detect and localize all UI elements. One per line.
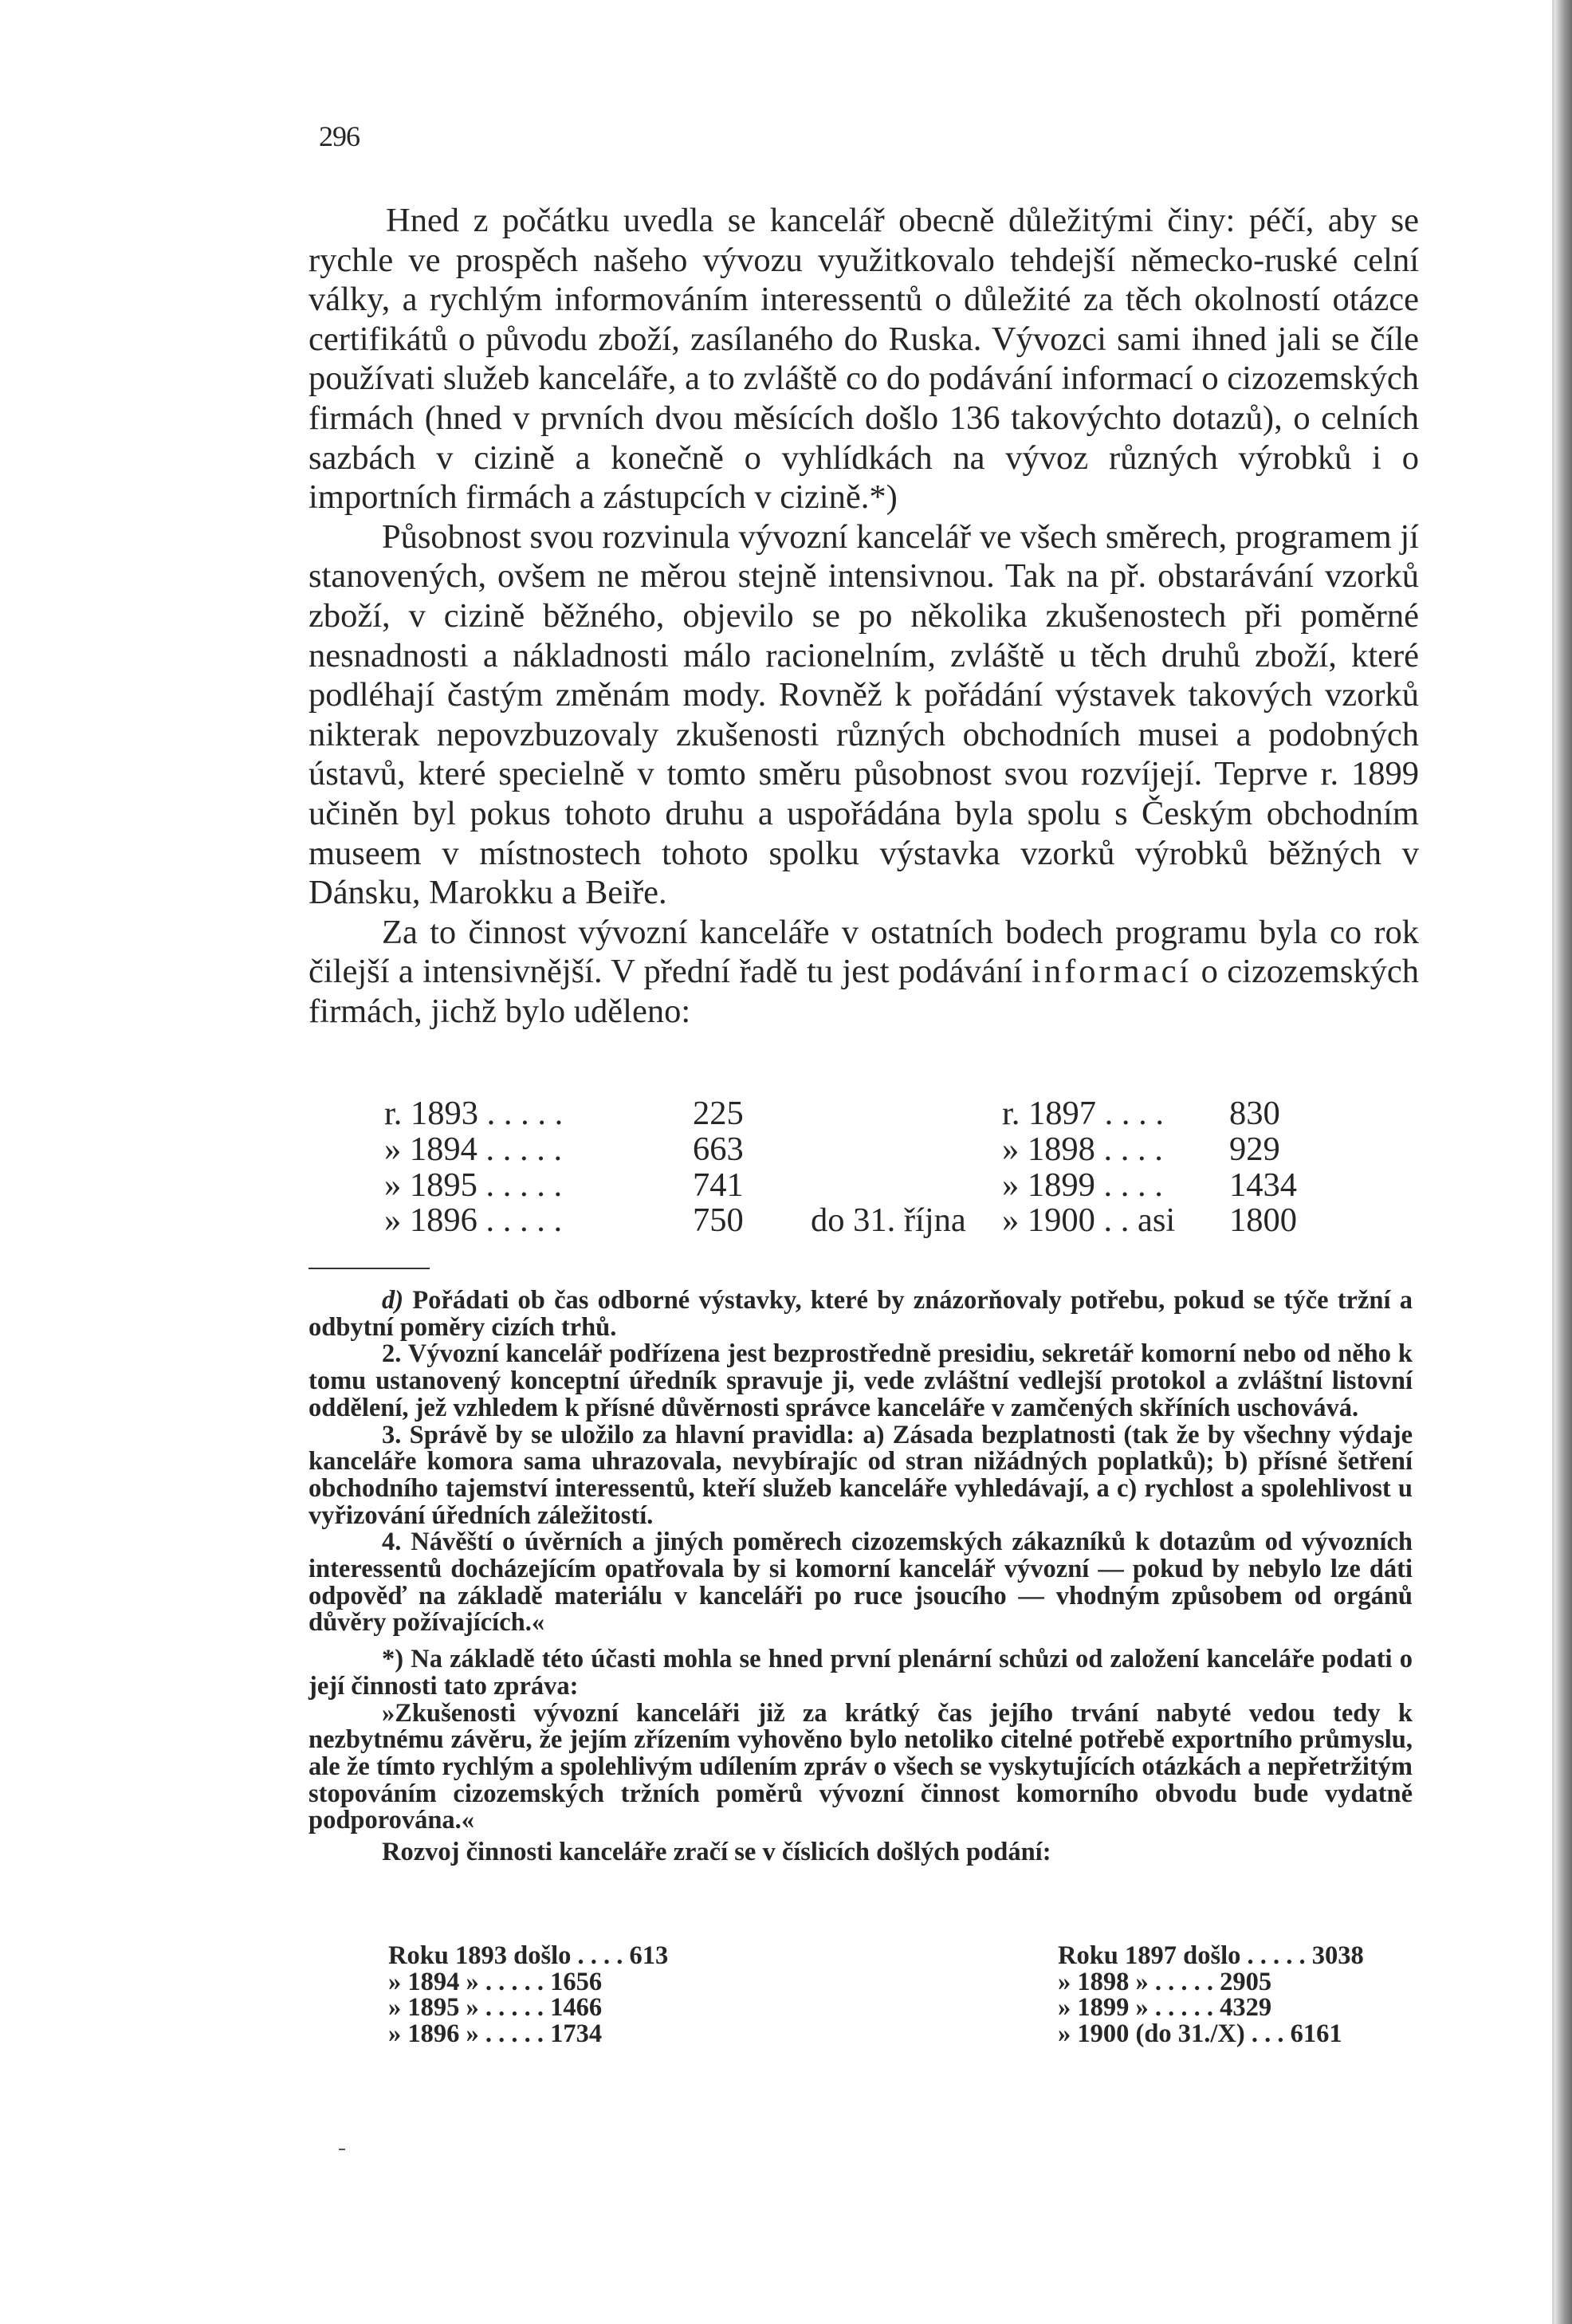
stat-left-value: 741	[693, 1166, 744, 1204]
footnote-d	[309, 1288, 1413, 1341]
dev-right: » 1899 » . . . . . 4329	[1058, 1993, 1272, 2023]
main-text	[309, 201, 1419, 1031]
asterisk-note: *) Na základě této účasti mohla se hned první plenární schůzi od založení kanceláře podati o její činnosti tato zpráva:	[309, 1645, 1413, 1701]
table-row	[309, 1168, 1409, 1204]
stat-right-label: » 1900 . . asi	[1002, 1201, 1176, 1240]
paragraph-3-after: o cizozemských firmách, jichž bylo uděleno:	[309, 953, 1419, 1030]
stat-left-label: r. 1893 . . . . .	[384, 1095, 564, 1132]
table-row	[309, 1943, 1409, 1969]
paragraph-2: Působnost svou rozvinula vývozní kancelář ve všech směrech, programem jí stanovených, ovšem ne měrou stejně intensivnou. Tak na př. obstarávání vzorků zboží, v cizině běžného, objevilo se po několika zkušenostech při poměrné nesnadnosti a nákladnosti málo racionelním, zvláště u těch druhů zboží, které podléhají častým změnám mody. Rovněž k pořádání výstavek takových vzorků nikterak nepovzbuzovaly zkušenosti různých obchodních musei a podobných ústavů, které specielně v tomto směru působnost svou rozvíjejí. Teprve r. 1899 učiněn byl pokus tohoto druhu a uspořádána byla spolu s Českým obchodním museem v místnostech tohoto spolku výstavka vzorků výrobků běžných v Dánsku, Marokku a Beiře.	[309, 517, 1419, 912]
stat-right-label: » 1899 . . . .	[1002, 1166, 1163, 1204]
paragraph-3-emphasis: informací	[1032, 953, 1193, 991]
stat-left-value: 750	[693, 1201, 744, 1240]
report-quote: »Zkušenosti vývozní kanceláři již za krátký čas jejího trvání nabyté vedou tedy k nezbytnému závěru, že jejím zřízením vyhověno bylo netoliko citelné potřebě exportního průmyslu, ale že tímto rychlým a spolehlivým udílením zpráv o všech se vyskytujících otázkách a nepřetržitým stopováním cizozemských tržních poměrů vývozní činnost komorního obvodu bude vydatně podporována.«	[309, 1698, 1413, 1835]
scan-mark	[339, 2149, 345, 2150]
table-row	[309, 1969, 1409, 1996]
stat-right-value: 1800	[1229, 1201, 1297, 1240]
dev-left: » 1895 » . . . . . 1466	[388, 1993, 603, 2023]
paragraph-3-before: Za to činnost vývozní kanceláře v ostatních bodech programu byla co rok čilejší a intensivnější. V přední řadě tu jest podávání	[309, 913, 1419, 991]
footnote-d-lead: d)	[382, 1286, 404, 1315]
footnote-4: 4. Návěští o úvěrních a jiných poměrech cizozemských zákazníků k dotazům od vývozních interessentů docházejícím opatřovala by si komorní kancelář vývozní — pokud by nebylo lze dáti odpověď na základě materiálu v kanceláři po ruce jsoucího — vhodným způsobem od orgánů důvěry požívajících.«	[309, 1528, 1413, 1638]
dev-right: » 1900 (do 31./X) . . . 6161	[1058, 2019, 1342, 2048]
dev-left: » 1894 » . . . . . 1656	[388, 1967, 603, 1996]
stat-right-value: 1434	[1229, 1166, 1297, 1204]
stat-left-value: 225	[693, 1095, 744, 1132]
table-row	[309, 2021, 1409, 2047]
table-row	[309, 1132, 1409, 1168]
footnote-3: 3. Správě by se uložilo za hlavní pravidla: a) Zásada bezplatnosti (tak že by všechny výdaje kanceláře komora sama uhrazovala, nevybírajíc od stran nižádných poplatků); b) přísné šetření obchodního tajemství interessentů, kteří služeb kanceláře vyhledávají, a c) rychlost a spolehlivost u vyřizování úředních záležitostí.	[309, 1420, 1413, 1530]
dev-left: Roku 1893 došlo . . . . 613	[388, 1941, 669, 1970]
stat-right-value: 929	[1229, 1130, 1280, 1168]
table-row	[309, 1203, 1409, 1239]
stat-left-label: » 1894 . . . . .	[384, 1130, 563, 1168]
table-row	[309, 1995, 1409, 2021]
paragraph-3	[309, 913, 1419, 1032]
stat-left-label: » 1896 . . . . .	[384, 1201, 563, 1240]
stat-right-value: 830	[1229, 1095, 1280, 1132]
information-stats-table	[309, 1096, 1409, 1239]
footnotes	[309, 1288, 1413, 1866]
stat-left-label: » 1895 . . . . .	[384, 1166, 563, 1204]
page-edge-shadow	[1554, 0, 1572, 2324]
stat-right-label: r. 1897 . . . .	[1002, 1095, 1165, 1132]
development-heading: Rozvoj činnosti kanceláře zračí se v číslicích došlých podání:	[382, 1838, 1051, 1867]
footnote-divider	[309, 1268, 430, 1269]
paragraph-1: Hned z počátku uvedla se kancelář obecně důležitými činy: péčí, aby se rychle ve prospěch našeho vývozu využitkovalo tehdejší německo-ruské celní války, a rychlým informováním interessentů o důležité za těch okolností otázce certifikátů o původu zboží, zasílaného do Ruska. Vývozci sami ihned jali se číle používati služeb kanceláře, a to zvláště co do podávání informací o cizozemských firmách (hned v prvních dvou měsících došlo 136 takovýchto dotazů), o celních sazbách v cizině a konečně o vyhlídkách na vývoz různých výrobků i o importních firmách a zástupcích v cizině.*)	[309, 202, 1419, 517]
footnote-2: 2. Vývozní kancelář podřízena jest bezprostředně presidiu, sekretář komorní nebo od něho k tomu ustanovený konceptní úředník spravuje ji, vede zvláštní vedlejší protokol a zvláštní listovní oddělení, jež vzhledem k přísné důvěrnosti správce kanceláře v zamčených skříních uschovává.	[309, 1339, 1413, 1422]
stat-right-label: » 1898 . . . .	[1002, 1130, 1163, 1168]
stat-left-value: 663	[693, 1130, 744, 1168]
dev-right: » 1898 » . . . . . 2905	[1058, 1967, 1272, 1996]
development-stats-table	[309, 1943, 1409, 2047]
stat-note: do 31. října	[811, 1201, 966, 1240]
dev-right: Roku 1897 došlo . . . . . 3038	[1058, 1941, 1364, 1970]
page-number: 296	[319, 120, 360, 152]
dev-left: » 1896 » . . . . . 1734	[388, 2019, 603, 2048]
footnote-d-text: Pořádati ob čas odborné výstavky, které by znázorňovaly potřebu, pokud se týče tržní a odbytní poměry cizích trhů.	[309, 1286, 1413, 1342]
table-row	[309, 1096, 1409, 1132]
